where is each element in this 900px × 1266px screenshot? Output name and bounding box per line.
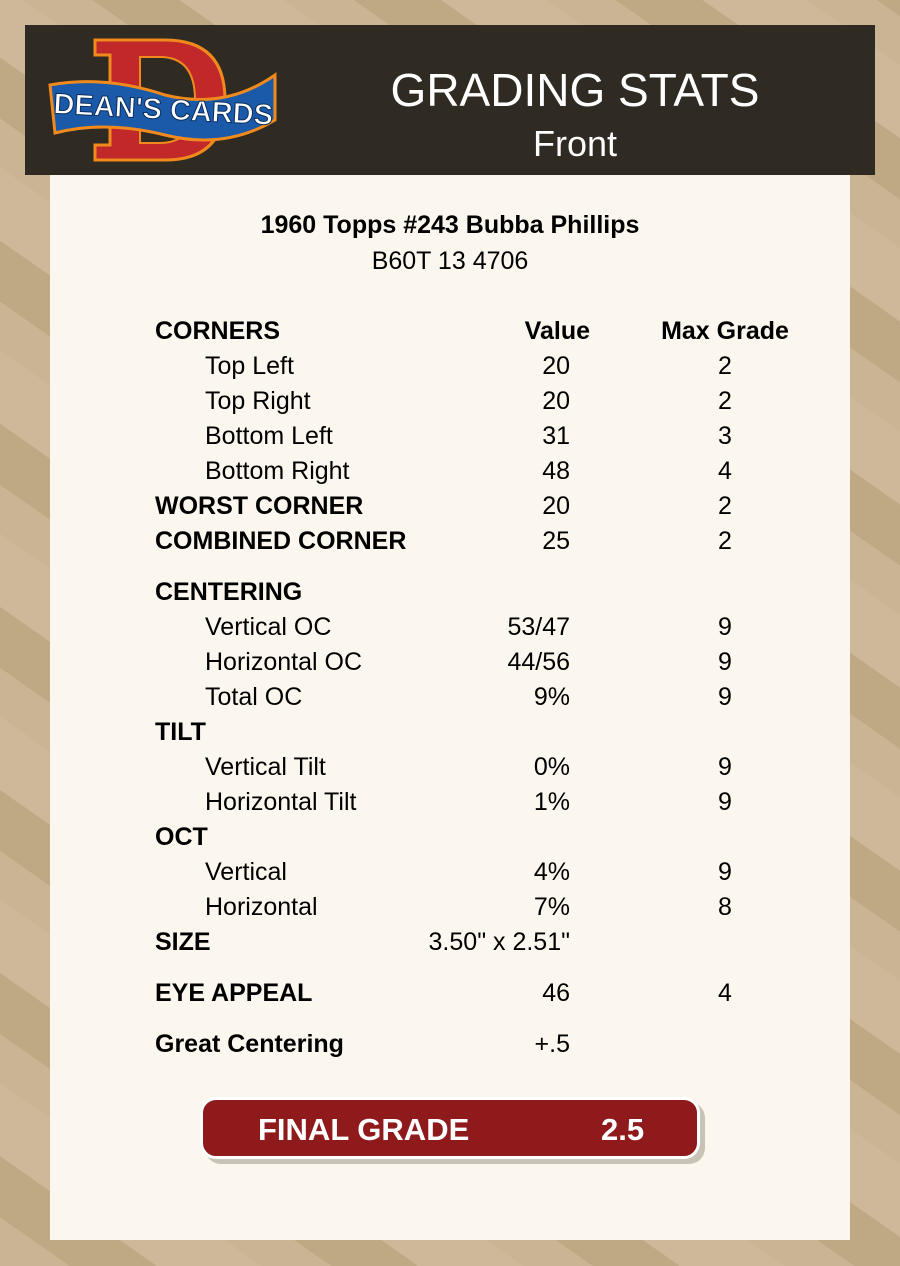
table-row [155, 717, 835, 752]
table-row [155, 978, 835, 1013]
row-label: Bottom Left [205, 422, 333, 450]
value-column-header: Value [524, 317, 590, 345]
svg-text:DEAN'S CARDS: DEAN'S CARDS [52, 88, 274, 132]
row-value: 48 [542, 457, 570, 485]
row-label: Horizontal OC [205, 648, 362, 676]
header [25, 25, 875, 175]
row-label: Horizontal [205, 893, 318, 921]
row-max-grade: 9 [718, 683, 732, 711]
row-label: WORST CORNER [155, 492, 364, 520]
card-title: 1960 Topps #243 Bubba Phillips [260, 211, 640, 239]
row-max-grade: 2 [718, 387, 732, 415]
row-max-grade: 9 [718, 753, 732, 781]
table-row [155, 577, 835, 612]
row-value: 31 [542, 422, 570, 450]
row-max-grade: 9 [718, 648, 732, 676]
table-row [155, 682, 835, 717]
row-label: Bottom Right [205, 457, 350, 485]
row-max-grade: 2 [718, 352, 732, 380]
row-max-grade: 3 [718, 422, 732, 450]
row-value: 20 [542, 492, 570, 520]
row-label: EYE APPEAL [155, 979, 313, 1007]
row-max-grade: 2 [718, 527, 732, 555]
table-row [155, 421, 835, 456]
table-row [155, 822, 835, 857]
page-subtitle: Front [532, 123, 618, 164]
row-max-grade: 2 [718, 492, 732, 520]
row-value: 7% [533, 893, 570, 921]
row-label: Top Right [205, 387, 311, 415]
row-max-grade: 8 [718, 893, 732, 921]
table-row [155, 491, 835, 526]
row-max-grade: 9 [718, 858, 732, 886]
row-max-grade: 9 [718, 788, 732, 816]
final-grade-label: FINAL GRADE [258, 1112, 470, 1147]
card-code: B60T 13 4706 [371, 247, 529, 275]
row-value: 20 [542, 352, 570, 380]
row-value: 44/56 [507, 648, 570, 676]
row-label: CORNERS [155, 317, 281, 345]
table-row [155, 386, 835, 421]
row-value: 46 [542, 979, 570, 1007]
row-value: 25 [542, 527, 570, 555]
row-label: Top Left [205, 352, 294, 380]
row-max-grade: 4 [718, 979, 732, 1007]
row-value: 4% [533, 858, 570, 886]
table-row [155, 752, 835, 787]
row-label: TILT [155, 718, 206, 746]
table-row [155, 647, 835, 682]
row-value: 1% [533, 788, 570, 816]
table-row [155, 857, 835, 892]
row-label: Total OC [205, 683, 303, 711]
table-row [155, 1029, 835, 1064]
row-label: CENTERING [155, 578, 303, 606]
table-row [155, 351, 835, 386]
row-value: 20 [542, 387, 570, 415]
final-grade-badge [200, 1097, 700, 1159]
table-row [155, 612, 835, 647]
row-label: OCT [155, 823, 208, 851]
table-row [155, 316, 835, 351]
row-label: Vertical Tilt [205, 753, 326, 781]
table-row [155, 456, 835, 491]
row-value: +.5 [534, 1030, 570, 1058]
row-label: Great Centering [155, 1030, 344, 1058]
table-row [155, 787, 835, 822]
row-label: Vertical OC [205, 613, 332, 641]
row-value: 3.50" x 2.51" [428, 928, 570, 956]
row-value: 0% [533, 753, 570, 781]
row-max-grade: 4 [718, 457, 732, 485]
deans-cards-logo [45, 35, 285, 165]
final-grade-value: 2.5 [601, 1112, 645, 1147]
row-label: Horizontal Tilt [205, 788, 357, 816]
table-row [155, 927, 835, 962]
row-value: 53/47 [507, 613, 570, 641]
row-value: 9% [533, 683, 570, 711]
row-label: SIZE [155, 928, 211, 956]
table-row [155, 526, 835, 561]
row-label: COMBINED CORNER [155, 527, 407, 555]
table-row [155, 892, 835, 927]
max-grade-column-header: Max Grade [661, 317, 789, 345]
stats-sheet [50, 175, 850, 1240]
grading-table [155, 316, 835, 1064]
row-label: Vertical [205, 858, 287, 886]
row-max-grade: 9 [718, 613, 732, 641]
page-title: GRADING STATS [390, 64, 760, 116]
